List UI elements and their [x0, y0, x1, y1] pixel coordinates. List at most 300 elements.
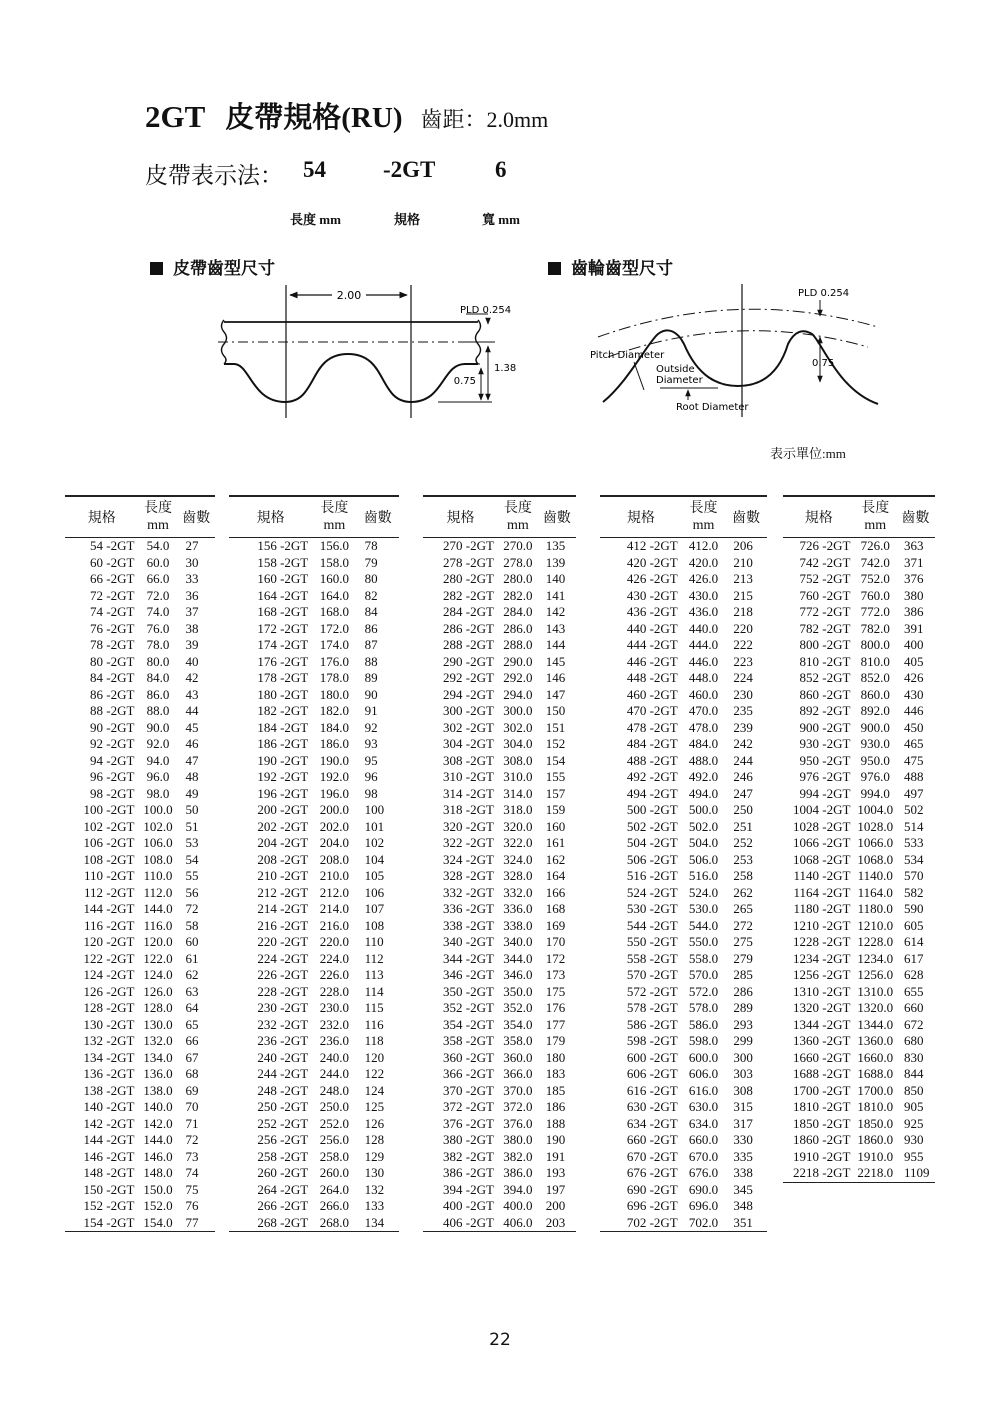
- cell-spec: 1180 -2GT: [793, 901, 851, 916]
- cell-spec: 248 -2GT: [257, 1082, 309, 1098]
- header-length-unit: mm: [323, 518, 346, 533]
- cell-teeth: 60: [185, 934, 199, 949]
- cell-spec: 354 -2GT: [442, 1016, 494, 1032]
- cell-spec: 1004 -2GT: [793, 802, 851, 817]
- cell-length: 370.0: [503, 1082, 533, 1098]
- cell-spec: 196 -2GT: [257, 785, 309, 801]
- cell-teeth: 74: [185, 1165, 199, 1180]
- cell-teeth: 386: [903, 604, 924, 619]
- cell-spec: 994 -2GT: [799, 785, 851, 801]
- cell-teeth: 191: [545, 1148, 566, 1164]
- cell-spec: 600 -2GT: [626, 1049, 678, 1065]
- cell-length: 630.0: [688, 1099, 719, 1114]
- cell-length: 530.0: [688, 901, 719, 916]
- cell-teeth: 77: [178, 1215, 215, 1232]
- cell-spec: 204 -2GT: [257, 835, 309, 850]
- cell-teeth: 161: [545, 835, 566, 850]
- table-row: [783, 1149, 935, 1166]
- table-row: [600, 687, 767, 704]
- cell-length: 208.0: [319, 851, 350, 867]
- cell-spec: 412 -2GT: [626, 538, 678, 553]
- cell-spec: 400 -2GT: [442, 1198, 494, 1213]
- cell-length: 214.0: [319, 901, 350, 916]
- cell-spec: 122 -2GT: [83, 950, 135, 966]
- table-row: [229, 1033, 399, 1050]
- table-row: [600, 637, 767, 654]
- cell-spec: 634 -2GT: [626, 1115, 678, 1131]
- header-spec-text: 規格: [87, 511, 116, 526]
- header-length-text: 長度: [503, 501, 532, 516]
- table-row: [229, 852, 399, 869]
- spec-table-col-4: [600, 495, 767, 1232]
- table-row: [783, 1165, 935, 1182]
- caption-width: 寬 mm: [482, 212, 520, 227]
- cell-teeth: 279: [733, 950, 753, 966]
- cell-spec: 142 -2GT: [83, 1115, 135, 1131]
- table-row: [229, 1050, 399, 1067]
- cell-teeth: 179: [545, 1033, 566, 1048]
- cell-teeth: 55: [185, 868, 199, 883]
- table-row: [423, 670, 576, 687]
- table-row: [783, 1132, 935, 1149]
- cell-spec: 308 -2GT: [442, 752, 494, 768]
- cell-teeth: 36: [185, 587, 199, 603]
- cell-spec: 110 -2GT: [84, 868, 135, 883]
- table-row: [229, 720, 399, 737]
- table-header-row: [229, 496, 399, 538]
- cell-length: 88.0: [146, 703, 170, 718]
- cell-teeth: 112: [364, 950, 384, 966]
- cell-spec: 256 -2GT: [257, 1132, 309, 1147]
- table-row: [229, 1066, 399, 1083]
- cell-length: 176.0: [319, 653, 350, 669]
- table-row: [600, 670, 767, 687]
- cell-spec: 320 -2GT: [442, 818, 494, 834]
- cell-teeth: 145: [545, 653, 566, 669]
- cell-teeth: 188: [545, 1115, 566, 1131]
- table-row: [600, 885, 767, 902]
- cell-teeth: 79: [364, 554, 378, 570]
- cell-teeth: 289: [733, 1000, 753, 1015]
- header-teeth-text: 齒數: [542, 511, 571, 526]
- table-row: [423, 967, 576, 984]
- cell-spec: 332 -2GT: [442, 884, 494, 900]
- cell-length: 322.0: [503, 835, 533, 850]
- header-length-unit: mm: [864, 518, 887, 533]
- cell-teeth: 64: [185, 1000, 199, 1015]
- cell-teeth: 247: [733, 785, 753, 801]
- cell-length: 1256.0: [857, 967, 894, 982]
- cell-spec: 144 -2GT: [83, 1132, 135, 1147]
- cell-length: 394.0: [503, 1181, 533, 1197]
- cell-teeth: 830: [903, 1049, 924, 1065]
- cell-length: 126.0: [143, 983, 173, 999]
- table-row: [600, 769, 767, 786]
- cell-spec: 1228 -2GT: [793, 934, 851, 949]
- cell-spec: 606 -2GT: [626, 1066, 678, 1081]
- table-row: [783, 786, 935, 803]
- table-row: [65, 852, 215, 869]
- cell-spec: 150 -2GT: [83, 1181, 135, 1197]
- table-row: [600, 588, 767, 605]
- cell-teeth: 146: [545, 670, 566, 685]
- cell-teeth: 925: [903, 1115, 924, 1131]
- cell-teeth: 46: [185, 736, 199, 751]
- table-row: [65, 670, 215, 687]
- cell-teeth: 110: [364, 934, 384, 949]
- cell-length: 190.0: [319, 752, 350, 768]
- cell-spec: 314 -2GT: [442, 785, 494, 801]
- table-row: [423, 786, 576, 803]
- cell-spec: 328 -2GT: [442, 868, 494, 883]
- cell-spec: 208 -2GT: [257, 851, 309, 867]
- table-row: [423, 835, 576, 852]
- cell-teeth: 672: [903, 1016, 924, 1032]
- section-pulley-profile: 齒輪齒型尺寸: [548, 254, 673, 279]
- cell-length: 340.0: [503, 934, 533, 949]
- cell-teeth: 72: [185, 901, 199, 916]
- cell-teeth: 173: [545, 967, 566, 982]
- cell-teeth: 50: [185, 802, 199, 817]
- cell-length: 224.0: [319, 950, 350, 966]
- table-row: [65, 588, 215, 605]
- header-teeth-text: 齒數: [901, 511, 930, 526]
- cell-spec: 616 -2GT: [626, 1082, 678, 1098]
- cell-length: 248.0: [319, 1082, 350, 1098]
- table-row: [600, 1099, 767, 1116]
- cell-spec: 268 -2GT: [229, 1215, 312, 1232]
- table-row: [65, 901, 215, 918]
- table-row: [600, 984, 767, 1001]
- cell-length: 180.0: [319, 686, 350, 702]
- table-row: [423, 868, 576, 885]
- spec-table: [65, 495, 215, 1232]
- header-length-text: 長度: [320, 501, 349, 516]
- cell-length: 860.0: [860, 686, 890, 702]
- cell-spec: 74 -2GT: [90, 604, 135, 619]
- cell-teeth: 210: [733, 554, 753, 570]
- cell-teeth: 1109: [896, 1165, 935, 1182]
- belt-pld-label: PLD 0.254: [460, 305, 512, 316]
- cell-length: 346.0: [503, 967, 533, 982]
- notation-width: 6: [495, 157, 507, 182]
- square-bullet-icon: [150, 262, 163, 275]
- cell-teeth: 175: [545, 983, 566, 999]
- cell-teeth: 655: [903, 983, 924, 999]
- cell-teeth: 497: [903, 785, 924, 801]
- cell-spec: 152 -2GT: [83, 1198, 135, 1213]
- cell-length: 772.0: [860, 604, 890, 619]
- cell-spec: 120 -2GT: [83, 934, 135, 949]
- table-row: [229, 588, 399, 605]
- cell-length: 144.0: [143, 1132, 173, 1147]
- cell-teeth: 200: [545, 1198, 566, 1213]
- table-row: [783, 885, 935, 902]
- table-row: [783, 852, 935, 869]
- table-row: [600, 1000, 767, 1017]
- cell-spec: 300 -2GT: [442, 703, 494, 718]
- cell-length: 488.0: [688, 752, 719, 768]
- cell-length: 800.0: [860, 637, 890, 652]
- table-row: [783, 555, 935, 572]
- table-row: [65, 918, 215, 935]
- cell-teeth: 38: [185, 620, 199, 636]
- spec-table-col-1: [65, 495, 215, 1232]
- cell-spec: 892 -2GT: [799, 703, 851, 718]
- cell-spec: 380 -2GT: [442, 1132, 494, 1147]
- cell-teeth: 330: [733, 1132, 753, 1147]
- cell-spec: 586 -2GT: [626, 1016, 678, 1032]
- table-row: [783, 819, 935, 836]
- table-row: [229, 1132, 399, 1149]
- caption-spec: 規格: [394, 212, 421, 227]
- cell-teeth: 107: [364, 901, 385, 916]
- cell-length: 290.0: [503, 653, 533, 669]
- cell-teeth: 250: [733, 802, 753, 817]
- table-row: [229, 901, 399, 918]
- cell-length: 950.0: [860, 752, 890, 768]
- cell-length: 616.0: [688, 1082, 719, 1098]
- cell-teeth: 101: [364, 818, 385, 834]
- cell-spec: 182 -2GT: [257, 703, 309, 718]
- cell-spec: 782 -2GT: [799, 620, 851, 636]
- cell-spec: 800 -2GT: [799, 637, 851, 652]
- cell-teeth: 108: [364, 917, 385, 933]
- cell-teeth: 299: [733, 1033, 753, 1048]
- belt-depth-label: 0.75: [453, 376, 476, 387]
- outside-diameter-label-2: Diameter: [656, 375, 703, 386]
- cell-teeth: 930: [903, 1132, 924, 1147]
- table-row: [783, 703, 935, 720]
- cell-teeth: 88: [364, 653, 378, 669]
- header-spec: [229, 496, 312, 538]
- cell-length: 182.0: [319, 703, 350, 718]
- cell-length: 260.0: [319, 1165, 350, 1180]
- cell-teeth: 70: [185, 1099, 199, 1114]
- cell-length: 150.0: [143, 1181, 173, 1197]
- cell-length: 1810.0: [857, 1099, 894, 1114]
- section-belt-profile: 皮帶齒型尺寸: [150, 254, 275, 279]
- cell-length: 268.0: [312, 1215, 356, 1232]
- cell-length: 430.0: [688, 587, 719, 603]
- cell-teeth: 69: [185, 1082, 199, 1098]
- cell-spec: 310 -2GT: [442, 769, 494, 784]
- cell-spec: 102 -2GT: [83, 818, 135, 834]
- table-row: [423, 753, 576, 770]
- cell-length: 550.0: [688, 934, 719, 949]
- cell-spec: 1068 -2GT: [793, 851, 851, 867]
- cell-teeth: 33: [185, 571, 199, 586]
- cell-spec: 280 -2GT: [442, 571, 494, 586]
- table-row: [783, 654, 935, 671]
- cell-teeth: 251: [733, 818, 753, 834]
- cell-teeth: 42: [185, 670, 199, 685]
- cell-length: 1180.0: [857, 901, 893, 916]
- cell-length: 386.0: [503, 1165, 533, 1180]
- cell-spec: 236 -2GT: [257, 1033, 309, 1048]
- cell-length: 72.0: [146, 587, 170, 603]
- cell-spec: 66 -2GT: [90, 571, 135, 586]
- cell-teeth: 265: [733, 901, 753, 916]
- cell-length: 446.0: [688, 653, 719, 669]
- cell-teeth: 44: [185, 703, 199, 718]
- cell-length: 102.0: [143, 818, 173, 834]
- table-row: [783, 901, 935, 918]
- cell-spec: 524 -2GT: [626, 884, 678, 900]
- cell-teeth: 617: [903, 950, 924, 966]
- cell-length: 676.0: [688, 1165, 719, 1180]
- cell-length: 1344.0: [857, 1016, 894, 1032]
- cell-length: 160.0: [319, 571, 350, 586]
- cell-teeth: 317: [733, 1115, 753, 1131]
- cell-teeth: 244: [733, 752, 753, 768]
- cell-length: 606.0: [688, 1066, 719, 1081]
- cell-teeth: 168: [545, 901, 566, 916]
- cell-spec: 1140 -2GT: [793, 868, 851, 883]
- cell-length: 266.0: [319, 1198, 350, 1213]
- table-row: [423, 1215, 576, 1232]
- cell-length: 494.0: [688, 785, 719, 801]
- table-row: [600, 918, 767, 935]
- table-row: [229, 1165, 399, 1182]
- cell-length: 1228.0: [857, 934, 894, 949]
- cell-teeth: 582: [903, 884, 924, 900]
- cell-teeth: 133: [364, 1198, 385, 1213]
- spec-table: [229, 495, 399, 1232]
- cell-length: 284.0: [503, 604, 533, 619]
- cell-spec: 460 -2GT: [626, 686, 678, 702]
- table-row: [783, 604, 935, 621]
- table-row: [65, 621, 215, 638]
- cell-teeth: 475: [903, 752, 924, 768]
- cell-spec: 598 -2GT: [626, 1033, 678, 1048]
- cell-spec: 190 -2GT: [257, 752, 309, 768]
- cell-spec: 860 -2GT: [799, 686, 851, 702]
- cell-spec: 154 -2GT: [65, 1215, 138, 1232]
- table-row: [229, 769, 399, 786]
- cell-teeth: 680: [903, 1033, 924, 1048]
- table-row: [229, 654, 399, 671]
- cell-spec: 148 -2GT: [83, 1165, 135, 1180]
- pitch-diameter-label: Pitch Diameter: [590, 350, 665, 361]
- cell-teeth: 335: [733, 1148, 753, 1164]
- page-title: [145, 95, 548, 136]
- cell-teeth: 90: [364, 686, 378, 702]
- table-row: [65, 571, 215, 588]
- table-row: [423, 720, 576, 737]
- cell-spec: 810 -2GT: [799, 653, 851, 669]
- cell-length: 204.0: [319, 835, 350, 850]
- table-row: [229, 621, 399, 638]
- header-length-unit: mm: [692, 518, 715, 533]
- cell-spec: 260 -2GT: [257, 1165, 309, 1180]
- cell-length: 1360.0: [857, 1033, 894, 1048]
- belt-pitch-label: 2.00: [336, 289, 362, 302]
- cell-teeth: 446: [903, 703, 924, 718]
- table-row: [65, 538, 215, 555]
- cell-spec: 502 -2GT: [626, 818, 678, 834]
- cell-length: 810.0: [860, 653, 890, 669]
- cell-spec: 100 -2GT: [83, 802, 135, 817]
- cell-teeth: 113: [364, 967, 384, 982]
- cell-spec: 144 -2GT: [83, 901, 135, 916]
- cell-teeth: 222: [733, 637, 753, 652]
- table-row: [783, 753, 935, 770]
- cell-teeth: 272: [733, 917, 753, 933]
- cell-spec: 360 -2GT: [442, 1049, 494, 1065]
- table-row: [229, 1215, 399, 1232]
- table-header-row: [65, 496, 215, 538]
- cell-teeth: 58: [185, 917, 199, 933]
- cell-length: 382.0: [503, 1148, 533, 1164]
- cell-length: 420.0: [688, 554, 719, 570]
- table-row: [65, 1083, 215, 1100]
- cell-teeth: 345: [733, 1181, 753, 1197]
- table-row: [423, 1066, 576, 1083]
- table-row: [600, 1017, 767, 1034]
- cell-length: 558.0: [688, 950, 719, 966]
- cell-teeth: 124: [364, 1082, 385, 1098]
- cell-spec: 1164 -2GT: [793, 884, 851, 900]
- pulley-pld-label: PLD 0.254: [798, 288, 850, 299]
- cell-spec: 92 -2GT: [90, 736, 135, 751]
- cell-teeth: 315: [733, 1099, 753, 1114]
- cell-teeth: 27: [185, 538, 199, 553]
- cell-length: 128.0: [143, 1000, 173, 1015]
- table-row: [423, 852, 576, 869]
- cell-spec: 324 -2GT: [442, 851, 494, 867]
- cell-teeth: 114: [364, 983, 384, 999]
- cell-teeth: 154: [545, 752, 566, 768]
- cell-teeth: 104: [364, 851, 385, 867]
- cell-spec: 140 -2GT: [83, 1099, 135, 1114]
- table-row: [423, 1132, 576, 1149]
- cell-spec: 436 -2GT: [626, 604, 678, 619]
- cell-spec: 350 -2GT: [442, 983, 494, 999]
- cell-teeth: 95: [364, 752, 378, 768]
- square-bullet-icon: [548, 262, 561, 275]
- table-row: [65, 835, 215, 852]
- cell-teeth: 450: [903, 719, 924, 735]
- cell-teeth: 82: [364, 587, 378, 603]
- spec-table: [423, 495, 576, 1232]
- table-row: [423, 1099, 576, 1116]
- cell-spec: 160 -2GT: [257, 571, 309, 586]
- table-row: [65, 1182, 215, 1199]
- cell-teeth: 106: [364, 884, 385, 900]
- cell-length: 470.0: [688, 703, 719, 718]
- table-row: [65, 1099, 215, 1116]
- table-row: [783, 1033, 935, 1050]
- table-row: [783, 1116, 935, 1133]
- table-row: [423, 1050, 576, 1067]
- cell-length: 1660.0: [857, 1049, 894, 1065]
- header-spec: [600, 496, 682, 538]
- cell-spec: 172 -2GT: [257, 620, 309, 636]
- cell-spec: 558 -2GT: [626, 950, 678, 966]
- table-row: [600, 720, 767, 737]
- cell-spec: 304 -2GT: [442, 736, 494, 751]
- cell-spec: 372 -2GT: [442, 1099, 494, 1114]
- cell-length: 282.0: [503, 587, 533, 603]
- cell-teeth: 400: [903, 637, 924, 652]
- header-teeth: [725, 496, 767, 538]
- cell-spec: 84 -2GT: [90, 670, 135, 685]
- table-row: [783, 1083, 935, 1100]
- table-row: [65, 1000, 215, 1017]
- cell-length: 264.0: [319, 1181, 350, 1197]
- table-row: [783, 736, 935, 753]
